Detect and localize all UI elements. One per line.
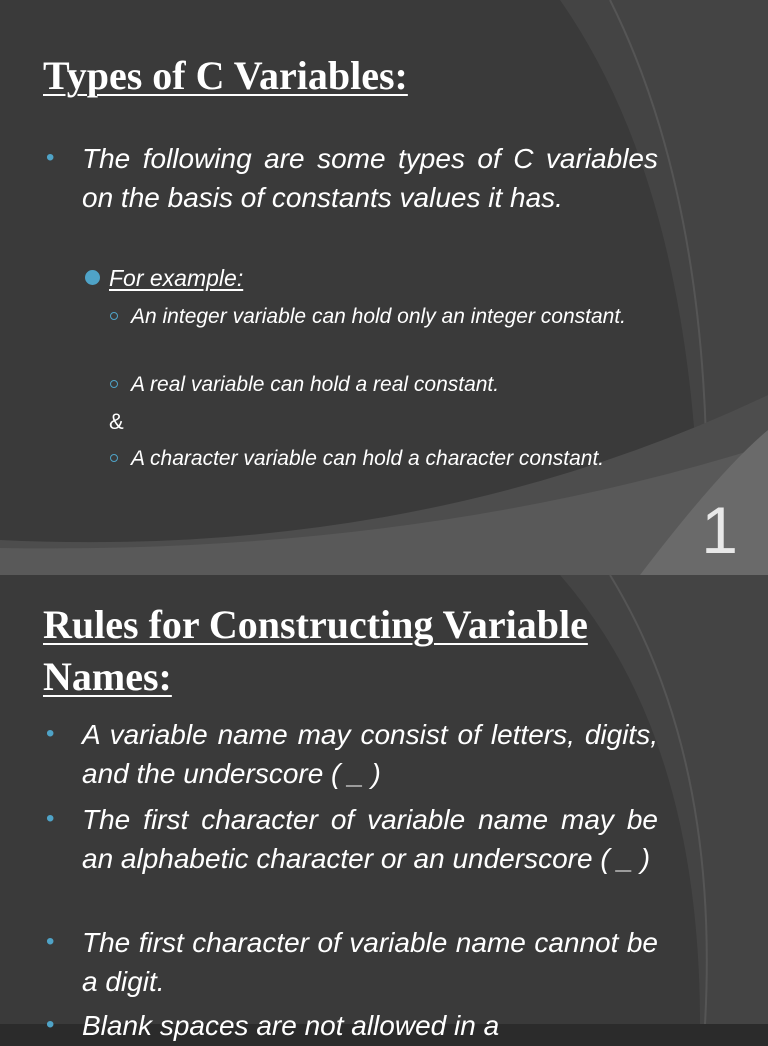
rule-text: The first character of variable name may be an alphabetic character or an underscore ( _ ) <box>82 804 658 874</box>
example-text: A real variable can hold a real constant. <box>131 373 500 396</box>
slide-number: 1 <box>701 493 738 567</box>
example-text: An integer variable can hold only an integer constant. <box>131 305 626 328</box>
example-item <box>131 369 658 400</box>
intro-bullet <box>46 140 658 217</box>
ring-bullet-icon <box>110 312 118 320</box>
example-item <box>131 443 658 474</box>
slide-2 <box>0 575 768 1041</box>
bullet-icon: • <box>46 928 55 955</box>
ring-bullet-icon <box>110 454 118 462</box>
rule-bullet <box>46 716 658 793</box>
rule-bullet <box>46 924 658 1001</box>
bullet-icon: • <box>46 1011 55 1038</box>
slide-title: Types of C Variables: <box>43 53 408 98</box>
ring-bullet-icon <box>110 380 118 388</box>
bullet-icon: • <box>46 805 55 832</box>
rule-bullet <box>46 801 658 878</box>
example-item <box>131 301 658 332</box>
slide-title-line-1: Rules for Constructing Variable <box>43 602 588 647</box>
slide-title-line-2: Names: <box>43 654 172 699</box>
filled-circle-bullet-icon <box>85 270 100 285</box>
ampersand: & <box>109 409 124 434</box>
intro-text: The following are some types of C variables on the basis of constants values it has. <box>82 143 658 213</box>
bullet-icon: • <box>46 720 55 747</box>
rule-text: The first character of variable name cannot be a digit. <box>82 927 658 997</box>
rule-bullet <box>46 1007 658 1046</box>
example-label-bullet <box>109 263 243 293</box>
rule-text: A variable name may consist of letters, digits, and the underscore ( _ ) <box>82 719 658 789</box>
rule-text: Blank spaces are not allowed in a <box>82 1010 500 1041</box>
example-label: For example: <box>109 265 244 291</box>
bullet-icon: • <box>46 144 55 171</box>
example-text: A character variable can hold a character constant. <box>131 447 605 470</box>
